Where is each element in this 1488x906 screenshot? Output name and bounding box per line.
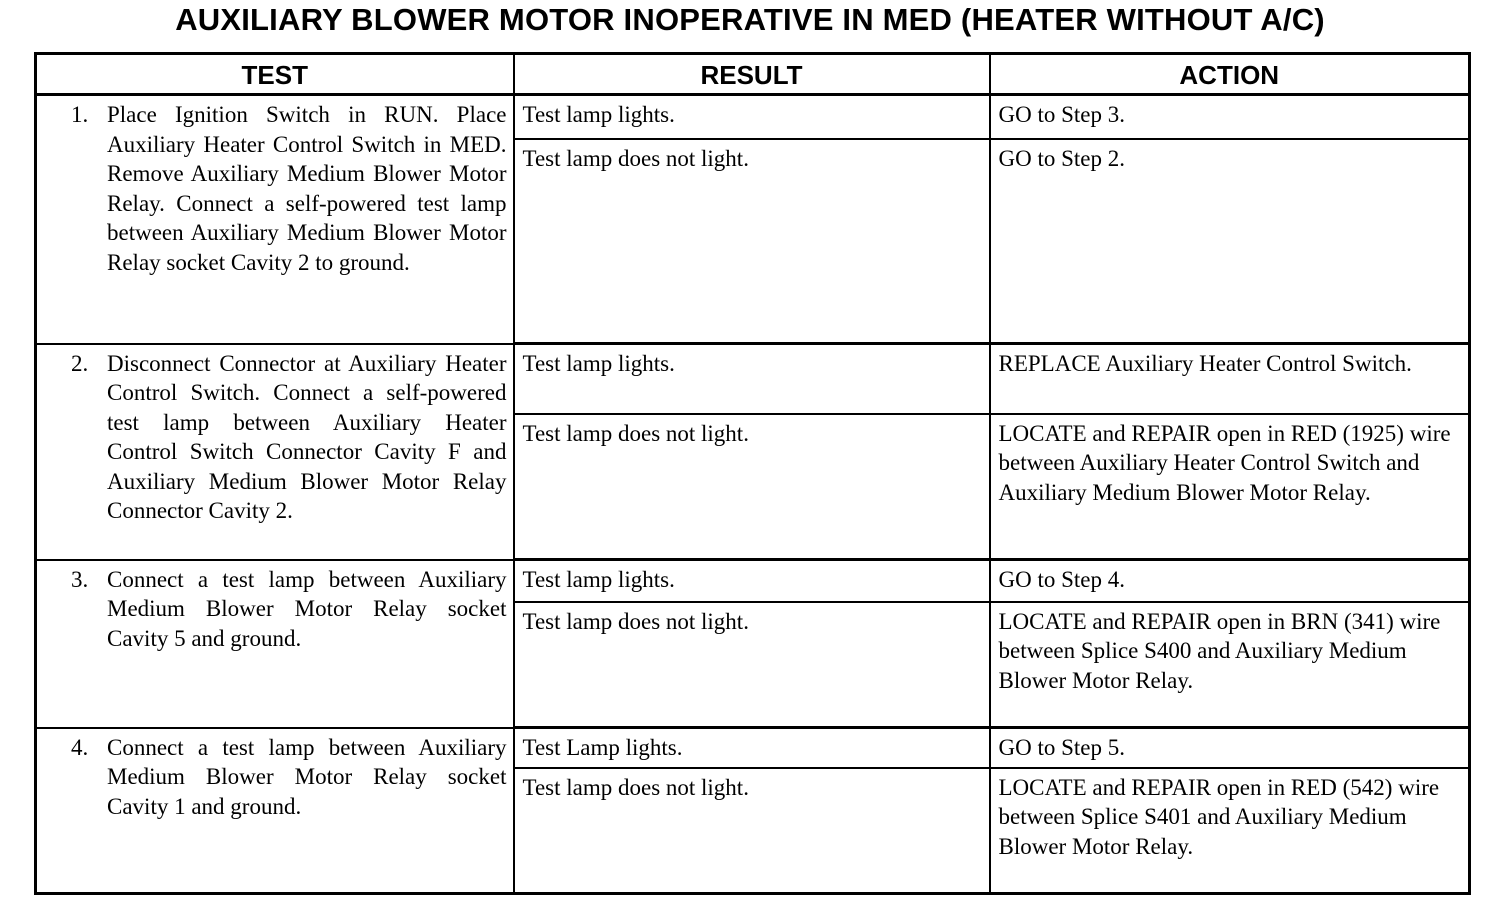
step-2-result-2: Test lamp does not light. [514,414,990,560]
step-1-result-1: Test lamp lights. [514,95,990,139]
step-3-action-1: GO to Step 4. [990,560,1470,602]
step-1-result-2: Test lamp does not light. [514,139,990,344]
step-2-action-1: REPLACE Auxiliary Heater Control Switch. [990,344,1470,414]
step-3-action-2: LOCATE and REPAIR open in BRN (341) wire between Splice S400 and Auxiliary Medium Blower Motor Relay. [990,602,1470,728]
step-3-result-2: Test lamp does not light. [514,602,990,728]
diagnostic-table [34,52,1471,895]
step-4-action-2: LOCATE and REPAIR open in RED (542) wire between Splice S401 and Auxiliary Medium Blower Motor Relay. [990,768,1470,894]
step-4-test-text: Connect a test lamp between Auxiliary Medium Blower Motor Relay socket Cavity 1 and ground. [107,734,507,819]
step-1-test-cell [36,95,514,344]
step-1-test-text: Place Ignition Switch in RUN. Place Auxiliary Heater Control Switch in MED. Remove Auxiliary Medium Blower Motor Relay. Connect a self-powered test lamp between Auxiliary Medium Blower Motor Relay socket Cavity 2 to ground. [107,102,507,275]
table-row [36,344,1470,414]
step-4-result-2: Test lamp does not light. [514,768,990,894]
header-test: TEST [36,54,514,95]
step-2-action-2: LOCATE and REPAIR open in RED (1925) wire between Auxiliary Heater Control Switch and Auxiliary Medium Blower Motor Relay. [990,414,1470,560]
step-2-test-cell [36,344,514,560]
table-row [36,728,1470,768]
header-result: RESULT [514,54,990,95]
step-2-test-text: Disconnect Connector at Auxiliary Heater Control Switch. Connect a self-powered test lamp between Auxiliary Heater Control Switch Connector Cavity F and Auxiliary Medium Blower Motor Relay Connector Cavity 2. [107,350,507,523]
step-3-test-text: Connect a test lamp between Auxiliary Medium Blower Motor Relay socket Cavity 5 and ground. [107,566,507,651]
table-row [36,95,1470,139]
page-title: AUXILIARY BLOWER MOTOR INOPERATIVE IN MED (HEATER WITHOUT A/C) [175,2,1325,37]
step-4-test-cell [36,728,514,894]
step-4-result-1: Test Lamp lights. [514,728,990,768]
step-3-result-1: Test lamp lights. [514,560,990,602]
step-3-number: 3. [71,566,89,592]
step-1-action-1: GO to Step 3. [990,95,1470,139]
step-1-number: 1. [71,102,89,127]
step-3-test-cell [36,560,514,728]
step-4-action-1: GO to Step 5. [990,728,1470,768]
step-1-action-2: GO to Step 2. [990,139,1470,344]
step-2-result-1: Test lamp lights. [514,344,990,414]
header-action: ACTION [990,54,1470,95]
table-row [36,560,1470,602]
header-row [36,54,1470,95]
step-2-number: 2. [71,350,89,376]
step-4-number: 4. [71,734,89,760]
